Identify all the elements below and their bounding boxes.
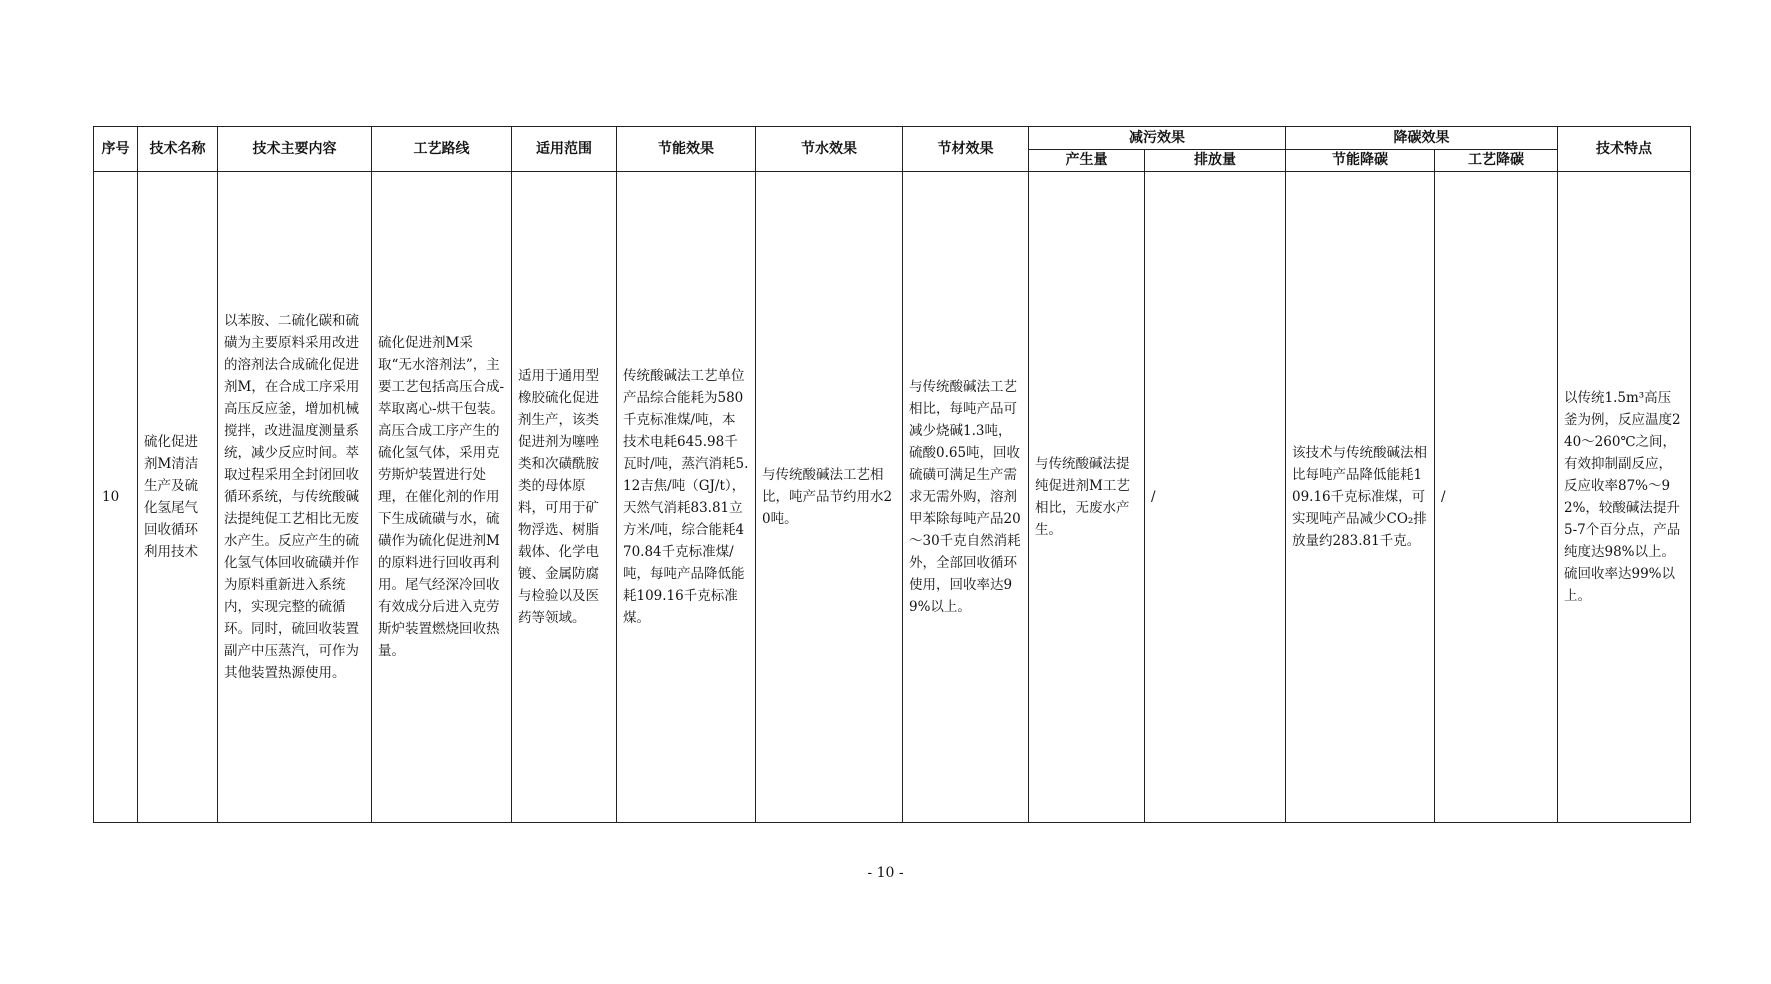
header-carbon-process: 工艺降碳 <box>1435 150 1558 172</box>
header-carbon-energy: 节能降碳 <box>1286 150 1435 172</box>
page-number: - 10 - <box>867 865 904 881</box>
header-pollution-reduction: 减污效果 <box>1029 127 1286 150</box>
cell-tech-name: 硫化促进剂M清洁生产及硫化氢尾气回收循环利用技术 <box>138 172 218 823</box>
header-tech-name: 技术名称 <box>138 127 218 172</box>
header-process-route: 工艺路线 <box>372 127 512 172</box>
header-pollution-generated: 产生量 <box>1029 150 1145 172</box>
cell-scope: 适用于通用型橡胶硫化促进剂生产，该类促进剂为噻唑类和次磺酰胺类的母体原料，可用于矿物浮选、树脂载体、化学电镀、金属防腐与检验以及医药等领域。 <box>512 172 617 823</box>
cell-carbon-process: / <box>1435 172 1558 823</box>
cell-water-saving: 与传统酸碱法工艺相比，吨产品节约用水20吨。 <box>756 172 903 823</box>
header-features: 技术特点 <box>1558 127 1691 172</box>
cell-carbon-energy: 该技术与传统酸碱法相比每吨产品降低能耗109.16千克标准煤，可实现吨产品减少CO₂排放量约283.81千克。 <box>1286 172 1435 823</box>
cell-seq: 10 <box>94 172 138 823</box>
header-material-saving: 节材效果 <box>903 127 1029 172</box>
cell-features: 以传统1.5m³高压釜为例，反应温度240～260℃之间，有效抑制副反应，反应收率87%～92%，较酸碱法提升5-7个百分点，产品纯度达98%以上。硫回收率达99%以上。 <box>1558 172 1691 823</box>
header-seq: 序号 <box>94 127 138 172</box>
header-water-saving: 节水效果 <box>756 127 903 172</box>
header-pollution-emission: 排放量 <box>1145 150 1286 172</box>
header-carbon-reduction: 降碳效果 <box>1286 127 1558 150</box>
cell-main-content: 以苯胺、二硫化碳和硫磺为主要原料采用改进的溶剂法合成硫化促进剂M，在合成工序采用高压反应釜，增加机械搅拌，改进温度测量系统，减少反应时间。萃取过程采用全封闭回收循环系统，与传统酸碱法提纯促工艺相比无废水产生。反应产生的硫化氢气体回收硫磺并作为原料重新进入系统内，实现完整的硫循环。同时，硫回收装置副产中压蒸汽，可作为其他装置热源使用。 <box>218 172 372 823</box>
cell-pollution-emission: / <box>1145 172 1286 823</box>
cell-pollution-generated: 与传统酸碱法提纯促进剂M工艺相比，无废水产生。 <box>1029 172 1145 823</box>
header-energy-saving: 节能效果 <box>617 127 756 172</box>
header-scope: 适用范围 <box>512 127 617 172</box>
header-main-content: 技术主要内容 <box>218 127 372 172</box>
table-row <box>94 172 1691 823</box>
cell-material-saving: 与传统酸碱法工艺相比，每吨产品可减少烧碱1.3吨，硫酸0.65吨，回收硫磺可满足生产需求无需外购，溶剂甲苯除每吨产品20～30千克自然消耗外，全部回收循环使用，回收率达99%以上。 <box>903 172 1029 823</box>
cell-process-route: 硫化促进剂M采取“无水溶剂法”，主要工艺包括高压合成-萃取离心-烘干包装。高压合成工序产生的硫化氢气体，采用克劳斯炉装置进行处理，在催化剂的作用下生成硫磺与水，硫磺作为硫化促进剂M的原料进行回收再利用。尾气经深冷回收有效成分后进入克劳斯炉装置燃烧回收热量。 <box>372 172 512 823</box>
technology-table <box>93 126 1691 823</box>
cell-energy-saving: 传统酸碱法工艺单位产品综合能耗为580千克标准煤/吨，本技术电耗645.98千瓦时/吨，蒸汽消耗5.12吉焦/吨（GJ/t），天然气消耗83.81立方米/吨，综合能耗470.84千克标准煤/吨，每吨产品降低能耗109.16千克标准煤。 <box>617 172 756 823</box>
